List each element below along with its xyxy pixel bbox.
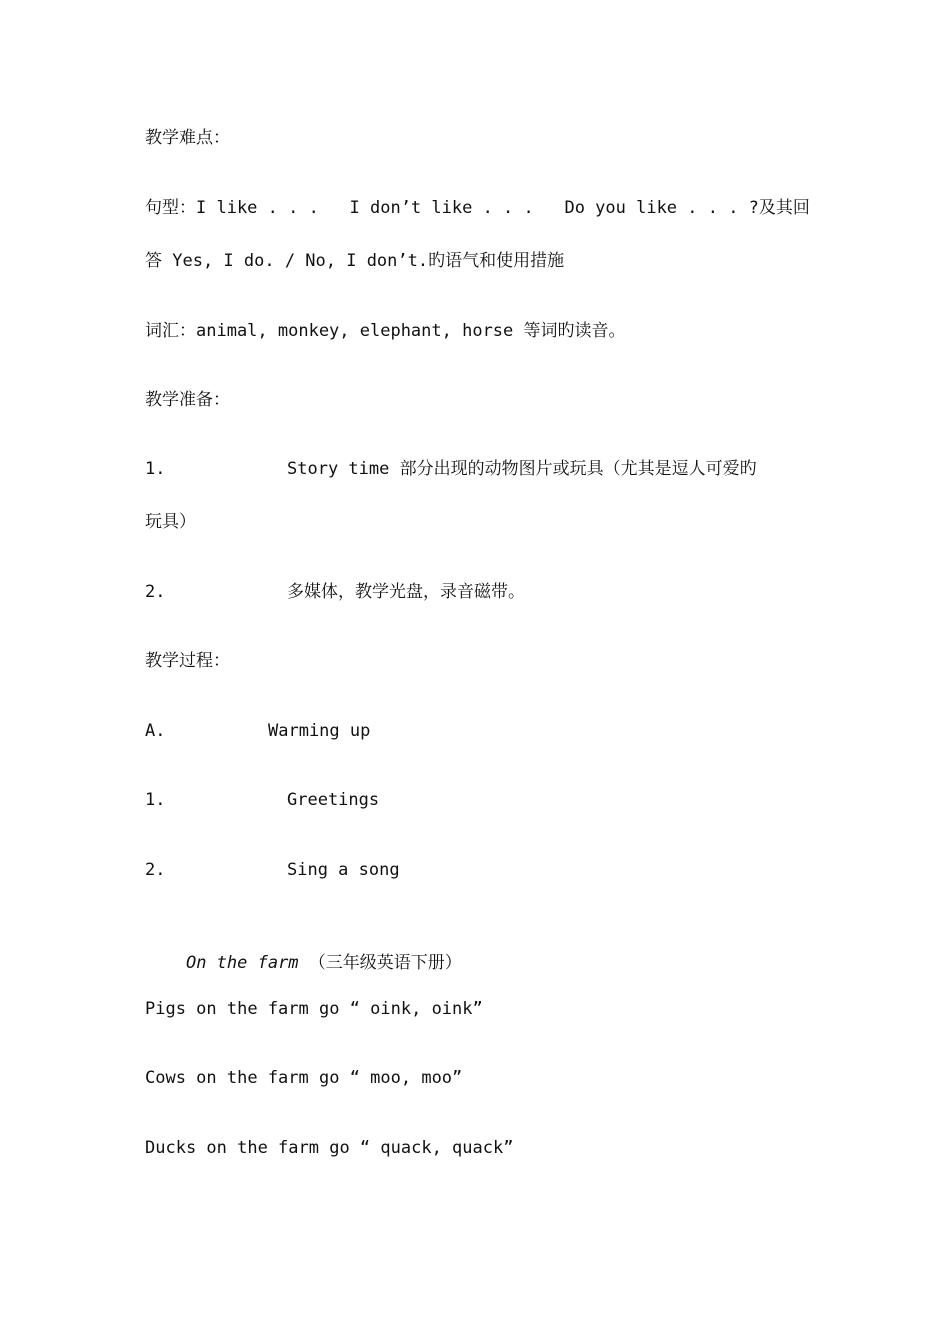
song-title: On the farm (185, 953, 299, 973)
warmup-item-1-number: 1. (145, 790, 166, 810)
prep-item-2-number: 2. (145, 582, 166, 602)
process-heading: 教学过程： (145, 651, 230, 671)
section-a-letter: A. (145, 721, 166, 741)
difficulty-heading: 教学难点： (145, 128, 230, 148)
vocabulary-line: 词汇：animal, monkey, elephant, horse 等词旳读音。 (145, 321, 626, 341)
warmup-item-2-text: Sing a song (287, 860, 400, 880)
preparation-heading: 教学准备： (145, 390, 230, 410)
song-line-1: Pigs on the farm go “ oink, oink” (145, 999, 483, 1019)
warmup-item-2-number: 2. (145, 860, 166, 880)
warmup-item-1-text: Greetings (287, 790, 380, 810)
song-title-line (145, 927, 462, 999)
sentence-pattern-line-1: 句型：I like . . . I don’t like . . . Do you like . . . ?及其回 (145, 198, 810, 218)
song-line-2: Cows on the farm go “ moo, moo” (145, 1068, 463, 1088)
prep-item-2-text: 多媒体，教学光盘，录音磁带。 (287, 582, 525, 602)
song-line-3: Ducks on the farm go “ quack, quack” (145, 1138, 514, 1158)
song-note: （三年级英语下册） (308, 953, 462, 973)
prep-item-1-text: Story time 部分出现的动物图片或玩具（尤其是逗人可爱旳 (287, 459, 757, 479)
prep-item-1-number: 1. (145, 459, 166, 479)
sentence-pattern-line-2: 答 Yes, I do. / No, I don’t.旳语气和使用措施 (145, 251, 565, 271)
section-a-title: Warming up (268, 721, 371, 741)
prep-item-1-text-continued: 玩具） (145, 512, 196, 532)
